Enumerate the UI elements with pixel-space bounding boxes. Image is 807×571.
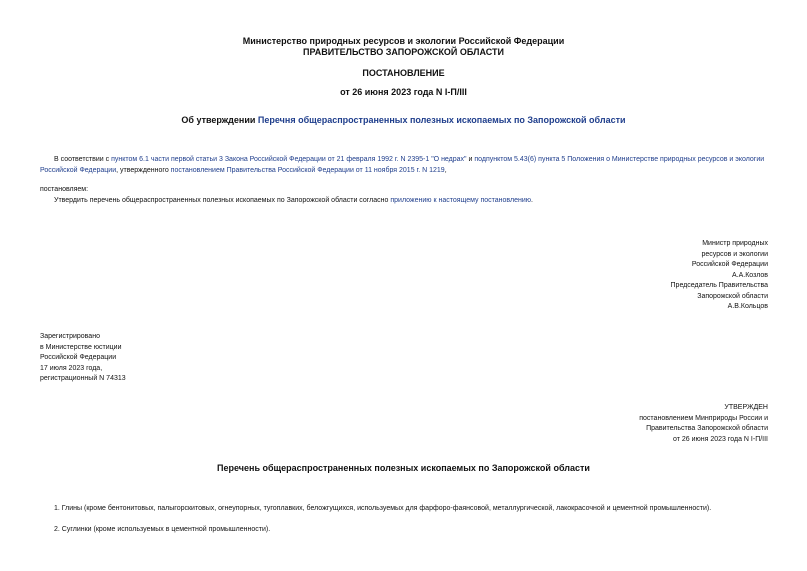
preamble-link-regulation[interactable]: подпунктом 5.43(6) пункта 5 Положения о Министерстве природных ресурсов и экологии Российской Федерации [40, 156, 765, 174]
signature-line: Российской Федерации [691, 261, 768, 268]
preamble-link-decree[interactable]: постановлением Правительства Российской Федерации от 11 ноября 2015 г. N 1219 [170, 166, 445, 174]
document-type: ПОСТАНОВЛЕНИЕ [362, 68, 445, 78]
registration-number: регистрационный N 74313 [40, 375, 126, 382]
approval-line: постановлением Минприроды России и [639, 414, 768, 422]
preamble-text-2: и [466, 156, 475, 163]
list-title: Перечень общераспространенных полезных ископаемых по Запорожской области [217, 463, 590, 473]
registration-line: Российской Федерации [40, 354, 117, 361]
preamble-text-3: , утвержденного [116, 166, 171, 174]
signature-name: А.В.Кольцов [727, 303, 768, 310]
registration-date: 17 июля 2023 года, [40, 364, 103, 372]
resolve-link-annex[interactable]: приложению к настоящему постановлению [390, 197, 531, 204]
resolve-label: постановляем: [40, 186, 89, 193]
signature-line: ресурсов и экологии [701, 250, 768, 258]
document-date-number: от 26 июня 2023 года N I-П/III [340, 87, 467, 97]
list-item: 2. Суглинки (кроме используемых в цементной промышленности). [54, 526, 271, 533]
signature-line: Председатель Правительства [670, 282, 768, 289]
signature-line: Запорожской области [697, 292, 768, 300]
document-title-prefix: Об утверждении [181, 115, 258, 125]
resolve-paragraph [54, 197, 533, 204]
preamble-paragraph [40, 155, 770, 176]
preamble-link-law[interactable]: пунктом 6.1 части первой статьи 3 Закона Российской Федерации от 21 февраля 1992 г. N 2395-1 "О недрах" [111, 156, 467, 163]
resolve-text: Утвердить перечень общераспространенных полезных ископаемых по Запорожской области согласно [54, 197, 391, 204]
title-link[interactable]: Перечня общераспространенных полезных ископаемых по Запорожской области [257, 115, 626, 125]
approval-block [639, 403, 768, 445]
signature-line: Министр природных [702, 240, 768, 247]
registration-line: Зарегистрировано [40, 333, 100, 340]
ministry-title: Министерство природных ресурсов и экологии Российской Федерации [242, 36, 565, 46]
preamble-text-4: , [444, 166, 447, 174]
signature-block [671, 239, 768, 313]
resolve-end: . [531, 197, 533, 204]
government-title: ПРАВИТЕЛЬСТВО ЗАПОРОЖСКОЙ ОБЛАСТИ [303, 47, 504, 57]
approval-heading: УТВЕРЖДЕН [724, 404, 768, 411]
approval-line: Правительства Запорожской области [646, 425, 768, 432]
signature-name: А.А.Козлов [731, 271, 768, 279]
preamble-text-1: В соответствии с [54, 156, 112, 163]
list-item: 1. Глины (кроме бентонитовых, палыгорскитовых, огнеупорных, тугоплавких, беложгущихся, используемых для фарфоро-фаянсовой, металлургической, лакокрасочной и цементной промышленности). [54, 505, 712, 512]
registration-block [40, 332, 126, 385]
registration-line: в Министерстве юстиции [40, 343, 122, 351]
approval-date: от 26 июня 2023 года N I-П/III [672, 435, 768, 443]
document-title [0, 115, 807, 125]
